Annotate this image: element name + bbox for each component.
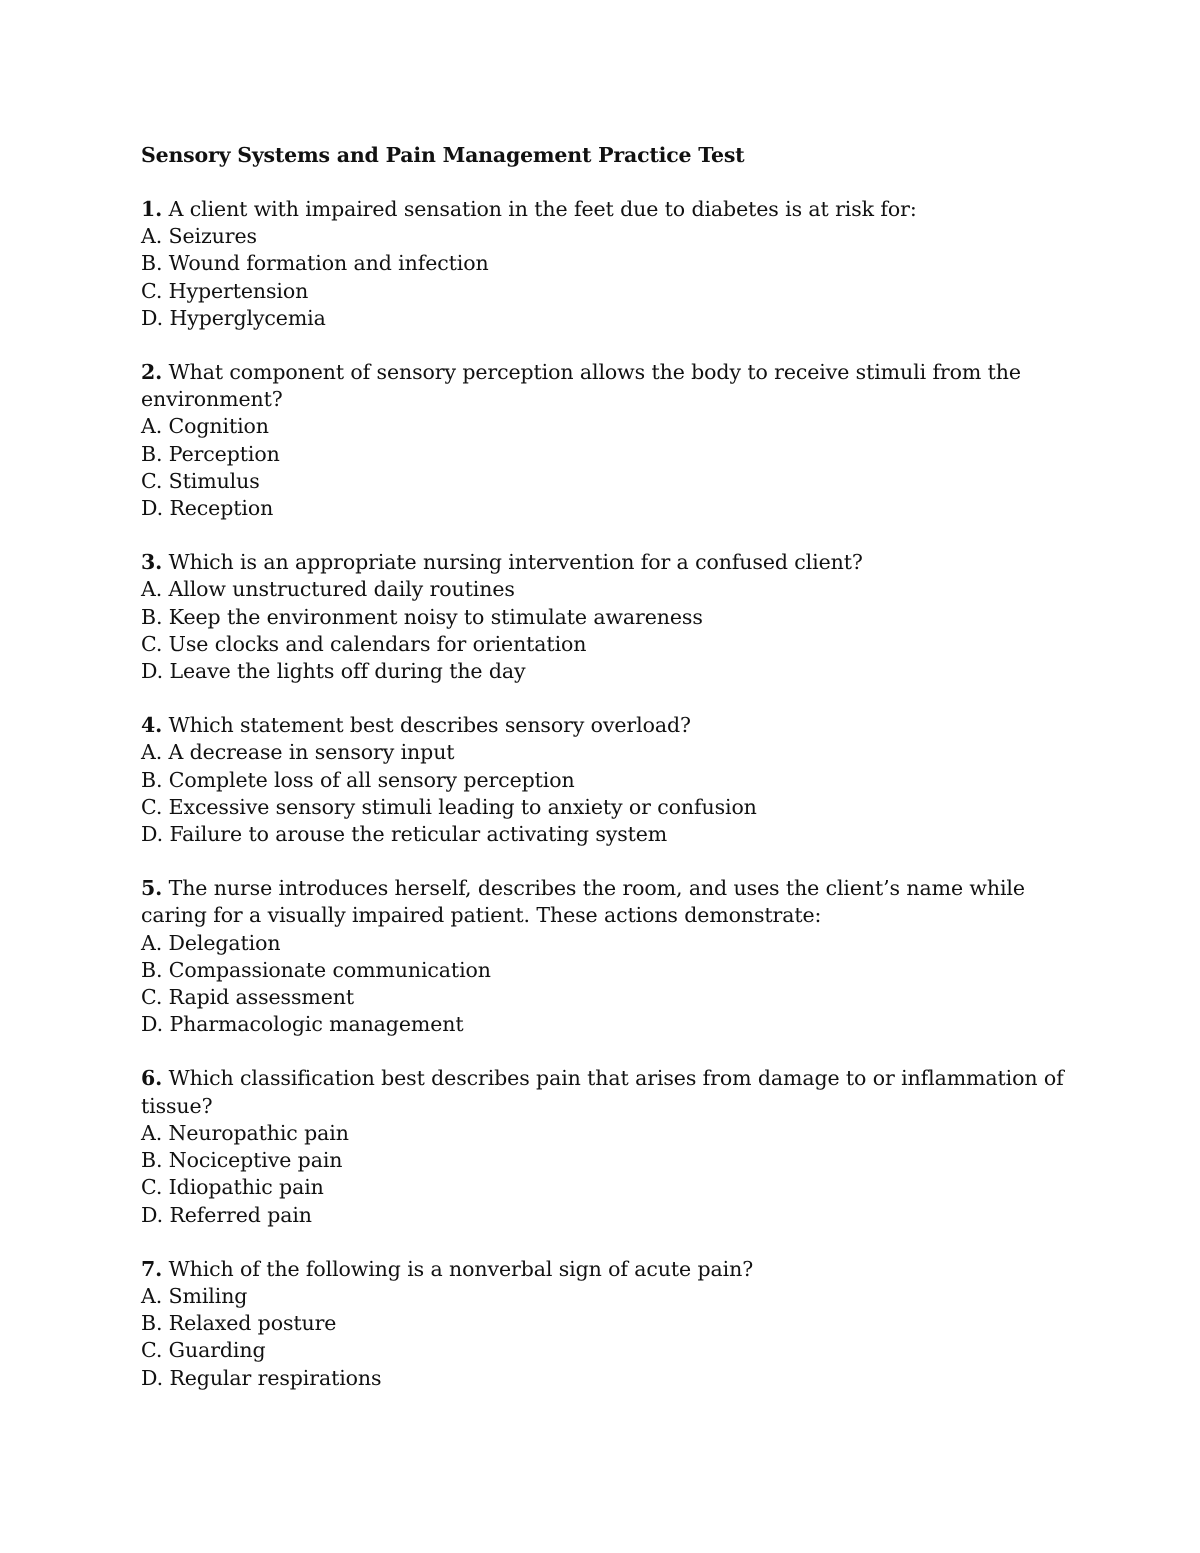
question-stem [141, 1256, 1070, 1283]
question-number: 1. [141, 197, 163, 221]
answer-option: C. Rapid assessment [141, 985, 354, 1010]
question-text: Which classification best describes pain that arises from damage to or inflammation of tissue? [141, 1066, 1064, 1118]
answer-option: A. Cognition [141, 414, 269, 439]
question-stem [141, 196, 1070, 223]
answer-option: D. Reception [141, 496, 274, 521]
question-2 [141, 359, 1070, 522]
question-text: Which of the following is a nonverbal sign of acute pain? [168, 1256, 754, 1281]
question-stem [141, 1065, 1070, 1119]
question-number: 6. [141, 1066, 163, 1091]
question-3 [141, 549, 1070, 685]
question-text: Which statement best describes sensory overload? [168, 713, 691, 738]
question-stem [141, 875, 1070, 929]
question-stem [141, 549, 1070, 576]
answer-option: A. A decrease in sensory input [141, 740, 455, 765]
answer-option: C. Use clocks and calendars for orientation [141, 631, 587, 656]
question-stem [141, 359, 1070, 413]
answer-option: A. Seizures [141, 224, 257, 249]
answer-option: B. Compassionate communication [141, 957, 491, 982]
answer-option: C. Guarding [141, 1338, 266, 1363]
answer-option: D. Regular respirations [141, 1365, 382, 1390]
question-number: 3. [141, 550, 163, 575]
question-number: 2. [141, 360, 163, 385]
answer-option: B. Keep the environment noisy to stimulate awareness [141, 604, 703, 629]
question-4 [141, 712, 1070, 848]
question-6 [141, 1065, 1070, 1228]
answer-option: D. Pharmacologic management [141, 1012, 464, 1037]
answer-option: B. Perception [141, 441, 280, 466]
question-text: What component of sensory perception allows the body to receive stimuli from the environment? [141, 360, 1021, 412]
answer-option: A. Smiling [141, 1283, 248, 1308]
answer-option: D. Leave the lights off during the day [141, 659, 526, 684]
question-5 [141, 875, 1070, 1038]
answer-option: C. Stimulus [141, 468, 260, 493]
question-number: 5. [141, 876, 163, 901]
answer-option: C. Excessive sensory stimuli leading to anxiety or confusion [141, 794, 757, 819]
question-text: A client with impaired sensation in the feet due to diabetes is at risk for: [168, 197, 917, 221]
question-text: The nurse introduces herself, describes the room, and uses the client’s name while caring for a visually impaired patient. These actions demonstrate: [141, 876, 1025, 928]
document-title: Sensory Systems and Pain Management Practice Test [141, 143, 745, 167]
answer-option: A. Allow unstructured daily routines [141, 577, 515, 602]
answer-option: B. Nociceptive pain [141, 1148, 343, 1173]
question-7 [141, 1256, 1070, 1392]
answer-option: D. Referred pain [141, 1202, 312, 1227]
answer-option: C. Hypertension [141, 278, 309, 303]
answer-option: B. Relaxed posture [141, 1311, 337, 1336]
answer-option: C. Idiopathic pain [141, 1175, 324, 1200]
answer-option: A. Delegation [141, 930, 281, 955]
question-stem [141, 712, 1070, 739]
answer-option: D. Failure to arouse the reticular activating system [141, 822, 668, 847]
answer-option: B. Complete loss of all sensory perception [141, 767, 575, 792]
question-1 [141, 196, 1070, 332]
question-number: 4. [141, 713, 163, 738]
question-text: Which is an appropriate nursing intervention for a confused client? [168, 550, 863, 575]
answer-option: B. Wound formation and infection [141, 251, 489, 276]
answer-option: A. Neuropathic pain [141, 1120, 349, 1145]
question-number: 7. [141, 1256, 163, 1281]
answer-option: D. Hyperglycemia [141, 305, 326, 330]
